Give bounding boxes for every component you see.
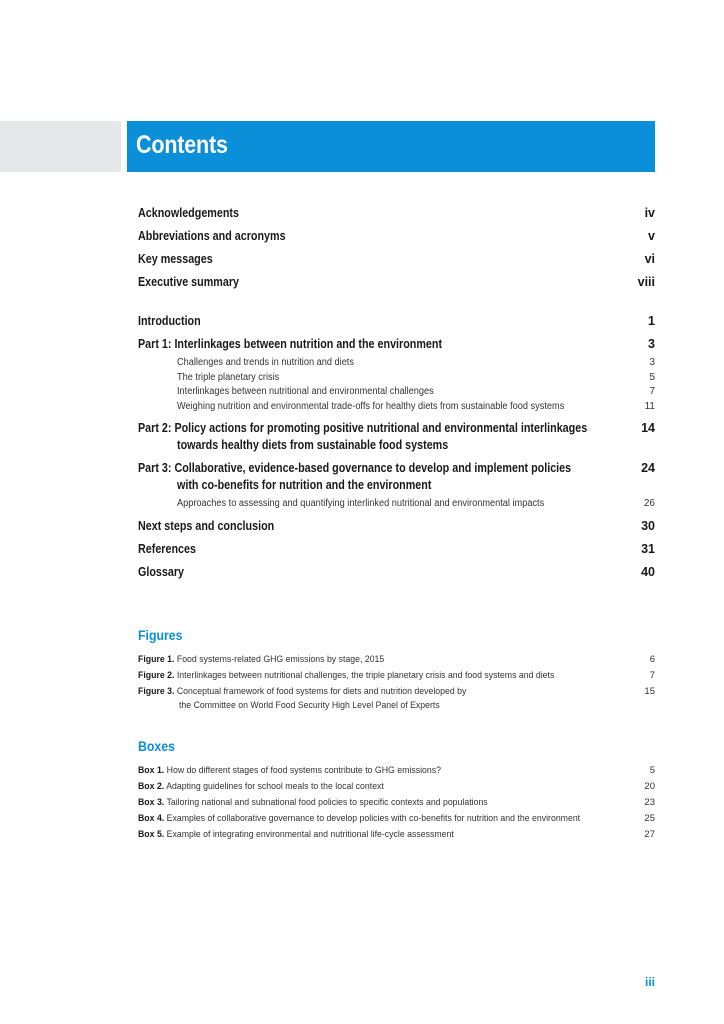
box-entry[interactable] bbox=[138, 765, 655, 776]
toc-subentry-page: 5 bbox=[649, 372, 655, 383]
box-prefix: Box 3. bbox=[138, 797, 165, 808]
box-prefix: Box 2. bbox=[138, 781, 165, 792]
toc-subentry-page: 26 bbox=[643, 498, 655, 509]
figure-prefix: Figure 3. bbox=[138, 686, 175, 697]
toc-entry-label: Acknowledgements bbox=[138, 206, 239, 220]
toc-subentry[interactable] bbox=[177, 357, 655, 368]
figure-entry[interactable] bbox=[138, 670, 655, 681]
box-page: 5 bbox=[649, 765, 655, 776]
toc-entry-label-continuation: towards healthy diets from sustainable food systems bbox=[177, 438, 449, 452]
figure-prefix: Figure 1. bbox=[138, 654, 175, 665]
toc-entry-label-continuation: with co-benefits for nutrition and the environment bbox=[177, 478, 432, 492]
toc-entry-page: iv bbox=[644, 206, 655, 220]
page-title: Contents bbox=[136, 131, 228, 159]
figure-title: Conceptual framework of food systems for diets and nutrition developed by bbox=[176, 686, 467, 697]
figures-heading-text: Figures bbox=[138, 627, 183, 643]
toc-entry-executive-summary[interactable] bbox=[138, 275, 655, 289]
figure-title-continuation-text: the Committee on World Food Security High Level Panel of Experts bbox=[179, 700, 440, 711]
box-page: 27 bbox=[644, 829, 655, 840]
toc-entry-label: Executive summary bbox=[138, 275, 239, 289]
toc-entry-part-3-continuation bbox=[177, 478, 655, 492]
box-prefix: Box 4. bbox=[138, 813, 165, 824]
box-title: Adapting guidelines for school meals to the local context bbox=[166, 781, 384, 792]
toc-subentry-label: Approaches to assessing and quantifying interlinked nutritional and environmental impacts bbox=[177, 498, 545, 509]
box-page: 23 bbox=[644, 797, 655, 808]
toc-entry-label: Key messages bbox=[138, 252, 213, 266]
toc-entry-part-2[interactable] bbox=[138, 421, 655, 435]
box-page: 25 bbox=[644, 813, 655, 824]
box-prefix: Box 5. bbox=[138, 829, 165, 840]
toc-subentry[interactable] bbox=[177, 498, 655, 509]
toc-subentry-page: 7 bbox=[649, 386, 655, 397]
toc-entry-page: 40 bbox=[641, 565, 655, 579]
figure-entry[interactable] bbox=[138, 654, 655, 665]
toc-entry-key-messages[interactable] bbox=[138, 252, 655, 266]
toc-entry-part-3[interactable] bbox=[138, 461, 655, 475]
toc-entry-page: 3 bbox=[648, 337, 655, 351]
toc-entry-part-1[interactable] bbox=[138, 337, 655, 351]
box-title: Examples of collaborative governance to develop policies with co-benefits for nutrition and the environment bbox=[166, 813, 581, 824]
toc-entry-abbreviations[interactable] bbox=[138, 229, 655, 243]
toc-entry-next-steps[interactable] bbox=[138, 519, 655, 533]
figure-title: Food systems-related GHG emissions by stage, 2015 bbox=[176, 654, 385, 665]
toc-entry-introduction[interactable] bbox=[138, 314, 655, 328]
toc-subentry-page: 11 bbox=[644, 401, 655, 412]
figure-title: Interlinkages between nutritional challenges, the triple planetary crisis and food systems and diets bbox=[176, 670, 555, 681]
toc-entry-label: Next steps and conclusion bbox=[138, 519, 275, 533]
toc-entry-page: 14 bbox=[641, 421, 655, 435]
toc-subentry-page: 3 bbox=[649, 357, 655, 368]
toc-subentry[interactable] bbox=[177, 401, 655, 412]
toc-subentry-label: Challenges and trends in nutrition and diets bbox=[177, 357, 354, 368]
toc-entry-part-2-continuation bbox=[177, 438, 655, 452]
box-title: Tailoring national and subnational food policies to specific contexts and populations bbox=[166, 797, 488, 808]
box-page: 20 bbox=[644, 781, 655, 792]
figures-heading bbox=[138, 627, 189, 643]
toc-entry-label: Glossary bbox=[138, 565, 185, 579]
toc-entry-glossary[interactable] bbox=[138, 565, 655, 579]
boxes-heading-text: Boxes bbox=[138, 738, 175, 754]
figure-title-continuation bbox=[179, 700, 462, 711]
title-bar bbox=[127, 121, 655, 172]
toc-entry-label: Part 3: Collaborative, evidence-based governance to develop and implement policies bbox=[138, 461, 572, 475]
toc-entry-page: v bbox=[648, 229, 655, 243]
toc-entry-label: References bbox=[138, 542, 196, 556]
figure-page: 7 bbox=[649, 670, 655, 681]
toc-subentry-label: Interlinkages between nutritional and environmental challenges bbox=[177, 386, 434, 397]
toc-subentry[interactable] bbox=[177, 372, 655, 383]
toc-entry-references[interactable] bbox=[138, 542, 655, 556]
toc-entry-label: Introduction bbox=[138, 314, 201, 328]
toc-subentry[interactable] bbox=[177, 386, 655, 397]
toc-entry-page: 1 bbox=[648, 314, 655, 328]
figure-prefix: Figure 2. bbox=[138, 670, 175, 681]
toc-entry-label: Part 1: Interlinkages between nutrition and the environment bbox=[138, 337, 443, 351]
toc-entry-page: 24 bbox=[641, 461, 655, 475]
boxes-heading bbox=[138, 738, 180, 754]
page-number: iii bbox=[644, 975, 655, 989]
toc-entry-page: viii bbox=[637, 275, 655, 289]
box-title: Example of integrating environmental and nutritional life-cycle assessment bbox=[166, 829, 454, 840]
grey-tab-decoration bbox=[0, 121, 121, 172]
toc-entry-label: Part 2: Policy actions for promoting positive nutritional and environmental interlinkages bbox=[138, 421, 588, 435]
toc-subentry-label: Weighing nutrition and environmental trade-offs for healthy diets from sustainable food systems bbox=[177, 401, 565, 412]
box-entry[interactable] bbox=[138, 829, 655, 840]
figure-entry[interactable] bbox=[138, 686, 655, 697]
toc-subentry-label: The triple planetary crisis bbox=[177, 372, 280, 383]
box-prefix: Box 1. bbox=[138, 765, 165, 776]
box-entry[interactable] bbox=[138, 813, 655, 824]
toc-entry-page: vi bbox=[644, 252, 655, 266]
box-entry[interactable] bbox=[138, 781, 655, 792]
box-entry[interactable] bbox=[138, 797, 655, 808]
figure-page: 15 bbox=[644, 686, 655, 697]
box-title: How do different stages of food systems contribute to GHG emissions? bbox=[166, 765, 441, 776]
toc-entry-page: 31 bbox=[641, 542, 655, 556]
figure-page: 6 bbox=[649, 654, 655, 665]
toc-entry-label: Abbreviations and acronyms bbox=[138, 229, 286, 243]
toc-entry-acknowledgements[interactable] bbox=[138, 206, 655, 220]
toc-entry-page: 30 bbox=[641, 519, 655, 533]
